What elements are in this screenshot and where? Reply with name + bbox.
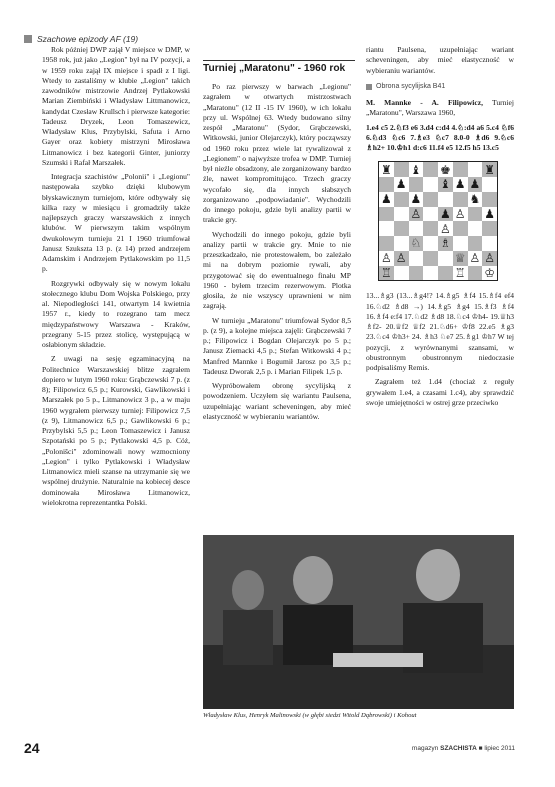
- photo-image: [203, 535, 514, 709]
- column-1: [42, 45, 190, 512]
- paragraph: Wypróbowałem obronę sycylijską z powodzeniem. Uczyłem się wariantu Paulsena, uzupełniając wariant scheveningen, aby mieć elastyczność w wybieraniu wariantów.: [203, 381, 351, 421]
- chess-board: [378, 161, 498, 281]
- column-3: [366, 45, 514, 412]
- paragraph: Integracja szachistów „Polonii" i „Legionu" następowała szybko dzięki klubowym błyskawicznym turniejom, które odbywały się kilka razy w miesiącu i gromadziły także najlepszych graczy warszawskich z innych klubów. W pierwszym takim wspólnym dwukołowym turnieju 21 I 1960 triumfował Janusz Szukszta 13 p. (z 14) przed andrzejem Adamskim i Andrzejem Pytlakowskim po 11,5 p.: [42, 172, 190, 274]
- square-icon: [366, 84, 372, 90]
- board-square: ♜: [484, 162, 495, 177]
- board-square: ♙: [454, 206, 466, 221]
- board-square: ♔: [484, 265, 495, 280]
- board-square: [423, 251, 438, 266]
- board-square: ♚: [439, 162, 451, 177]
- board-square: [453, 221, 468, 236]
- opening-label: [366, 82, 514, 92]
- board-square: ♜: [380, 162, 392, 177]
- board-square: [423, 236, 438, 251]
- bullet: ■: [478, 745, 483, 752]
- board-square: ♙: [395, 251, 407, 266]
- game-players: M. Mannke - A. Filipowicz,: [366, 98, 483, 107]
- board-square: ♖: [380, 265, 392, 280]
- board-square: [482, 221, 497, 236]
- board-square: [409, 251, 424, 266]
- photo: [203, 535, 514, 709]
- board-square: [409, 177, 424, 192]
- board-square: [438, 251, 453, 266]
- board-square: [423, 177, 438, 192]
- board-square: [423, 221, 438, 236]
- board-square: [453, 236, 468, 251]
- column-2: [203, 82, 351, 426]
- magazine-date: lipiec 2011: [484, 745, 515, 752]
- board-square: [394, 192, 409, 207]
- board-square: [482, 192, 497, 207]
- board-square: [482, 177, 497, 192]
- board-square: [423, 192, 438, 207]
- article-heading: Turniej „Maratonu" - 1960 rok: [203, 60, 355, 74]
- board-square: [423, 266, 438, 281]
- board-square: ♞: [469, 192, 481, 207]
- board-square: [409, 266, 424, 281]
- board-square: [379, 221, 394, 236]
- board-square: ♟: [395, 177, 407, 192]
- board-square: [468, 162, 483, 177]
- paragraph: Wychodzili do innego pokoju, gdzie byli analizy partii w trakcie gry. Mnie to nie przeszkadzało, nie protestowałem, bo zależało mi na dobrym poziomie rywali, aby przygotować się do ewentualnego finału MP 1960 - byłem trzecim rezerwowym. Plotka głosiła, że nie wszyscy uprawnieni w nim zagrają.: [203, 229, 351, 311]
- game-event: Turniej „Maratonu", Warszawa 1960,: [366, 98, 514, 118]
- board-square: ♕: [454, 251, 466, 266]
- section-header-label: Szachowe epizody AF (19): [37, 34, 139, 44]
- board-square: [394, 236, 409, 251]
- board-square: [379, 177, 394, 192]
- paragraph: Rok później DWP zajął V miejsce w DMP, w 1958 rok, już jako „Legion" był na IV pozycji, a w 1959 roku zajął IX miejsce i spadł z I ligi. Wtedy to zastaliśmy w klubie „Legion" takich zawodników mistrzowie Andrzej Pytlakowski Marian Ziembiński i Władysław Littmanowicz, kandydat Czesław Krullsch i pierwsze kategorie: Tadeusz Dryzek, Leon Tomaszewicz, Władysław Klus, Przybylski, Safuta i Arno Gayer oraz kobiety mistrzyni Mirosława Litmanowicz i bez kategorii Ginter, juniorzy Szumski i Rafał Marszałek.: [42, 45, 190, 167]
- game-header: [366, 98, 514, 119]
- board-square: [453, 192, 468, 207]
- paragraph: Zagrałem też 1.d4 (chociaż z reguły grywałem 1.e4, a czasami 1.c4), aby sprawdzić swoje umiejętności w ostrej grze przeciwko: [366, 377, 514, 407]
- board-square: ♟: [410, 192, 422, 207]
- paragraph: Rozgrywki odbywały się w nowym lokalu stołecznego klubu Dom Wojska Polskiego, przy al. Niepodległości 141, otwartym 14 kwietnia 1957 r., kiedy to rozegrano tam mecz międzypaństwowy Warszawa - Kraków, przegrany 5-15 przez stolicę, występującą w osłabionym składzie.: [42, 278, 190, 349]
- paragraph: Po raz pierwszy w barwach „Legionu" zagrałem w otwartych mistrzostwach „Maratonu" (12 II -15 IV 1960), w ich lokalu przy ul. Wspólnej 63. Wtedy budowano silny zespół „Maratonu" (Sydor, Grąbczewski, Witkowski, junior Olejarczyk), który począwszy od 1960 roku przez wiele lat rywalizował z „Legionem" o najwyższe trofea w DMP. Turniej był nieźle obsadzony, ale zorganizowany bardzo źle, nawet kompromitująco. Trzech graczy wycofało się, dla innych słabszych zorganizowano „podpowiadanie". Wychodzili do innego pokoju, gdzie byli analizy partii w trakcie gry.: [203, 82, 351, 225]
- board-square: [438, 266, 453, 281]
- board-square: [468, 221, 483, 236]
- game-notes: 13...♗g3 (13...♗g4!? 14.♗g5 ♗f4 15.♗f4 ef4 16.♘d2 ♗d8 →) 14.♗g5 ♗g4 15.♗f3 ♗f4 16.♗f4 e:f4 17.♘d2 ♗d8 18.♘c4 ♔h4- 19.♕h3 ♗f2- 20.♕f2 ♕f2 21.♘d6+ ♔f8 22.e5 ♗g3 23.♘c4 ♔h3+ 24. ♗h3 ♘e7 25.♗g1 ♔h7 W tej pozycji, z wyrównanymi szansami, w obustronnym obustronnym niedoczasie podpisaliśmy Remis.: [366, 291, 514, 372]
- board-square: [468, 236, 483, 251]
- board-square: [394, 162, 409, 177]
- board-square: ♙: [380, 251, 392, 266]
- board-square: ♙: [469, 251, 481, 266]
- opening-name: Obrona sycylijska B41: [376, 82, 446, 90]
- board-square: [379, 236, 394, 251]
- board-square: [468, 266, 483, 281]
- board-square: [482, 236, 497, 251]
- board-square: [423, 207, 438, 222]
- board-square: ♖: [454, 265, 466, 280]
- board-square: [394, 221, 409, 236]
- board-square: ♝: [439, 177, 451, 192]
- board-square: [453, 162, 468, 177]
- paragraph: riantu Paulsena, uzupełniając wariant scheveningen, aby mieć elastyczność w wybieraniu wariantów.: [366, 45, 514, 75]
- magazine-name: SZACHISTA: [440, 745, 477, 752]
- board-square: ♟: [484, 206, 495, 221]
- section-header: [24, 34, 138, 44]
- board-square: ♝: [410, 162, 422, 177]
- board-square: [409, 221, 424, 236]
- paragraph: Z uwagi na sesję egzaminacyjną na Politechnice Warszawskiej blitze zagrałem dopiero w lutym 1960 roku: Grąbczewski 7 p. (z 8); Filipowicz 6,5 p.; Kurowski, Gawlikowski i Marszałek po 5 p., Litmanowicz 3 p., a w maju 1960 wygrałem pierwszy turniej: Filipowicz 7,5 (z 9), Litmanowicz 6,5 p.; Gawlikowski 6 p.; Przybylski 5,5 p.; Leon Tomaszewicz i Janusz Szpotański po 5 p.; Pytlakowski 4,5 p. Cóż, „Polonišci" zdominowali nowy wzmocniony „Legion" i tylko Pytlakowski i Władysław Litmanowicz mieli szanse na utrzymanie się we wspólnej drużynie. Naturalnie na kobiecej desce dominowała Mirosława Litmanowicz, wielokrotna reprezentantka Polski.: [42, 354, 190, 507]
- square-icon: [24, 35, 32, 43]
- board-square: ♘: [410, 236, 422, 251]
- magazine-line: [412, 745, 515, 752]
- board-square: ♟: [439, 206, 451, 221]
- board-square: [394, 266, 409, 281]
- paragraph: W turnieju „Maratonu" triumfował Sydor 8,5 p. (z 9), a kolejne miejsca zajęli: Grąbczewski 7 p.; Filipowicz i Bogdan Olejarczyk po 5 p.; Janusz Ziemacki 4,5 p.; Stefan Witkowski 4 p.; Manfred Mannke i Bogumił Jarosz po 3,5 p.; Tadeusz Dworak 2,5 p. i Marian Filipek 1,5 p.: [203, 315, 351, 376]
- board-square: ♟: [380, 192, 392, 207]
- board-square: [438, 192, 453, 207]
- game-moves: 1.e4 c5 2.♘f3 e6 3.d4 c:d4 4.♘:d4 a6 5.c4 ♘f6 6.♘d3 ♘c6 7.♗e3 ♘c7 8.0-0 ♗d6 9.♘c6 ♗h2+ 10.♔h1 d:c6 11.f4 e5 12.f5 h5 13.c5: [366, 122, 514, 152]
- board-square: [394, 207, 409, 222]
- magazine-prefix: magazyn: [411, 745, 439, 752]
- board-square: ♙: [439, 221, 451, 236]
- board-square: ♟: [469, 177, 481, 192]
- board-square: [423, 162, 438, 177]
- board-square: ♟: [454, 177, 466, 192]
- board-square: ♙: [484, 251, 495, 266]
- board-square: [379, 207, 394, 222]
- board-square: ♗: [439, 236, 451, 251]
- page-number: 24: [24, 740, 40, 756]
- board-square: [468, 207, 483, 222]
- photo-caption: Władysław Klus, Henryk Malinowski (w głębi siedzi Witold Dąbrowski) i Kohout: [203, 712, 417, 719]
- board-square: ♙: [410, 206, 422, 221]
